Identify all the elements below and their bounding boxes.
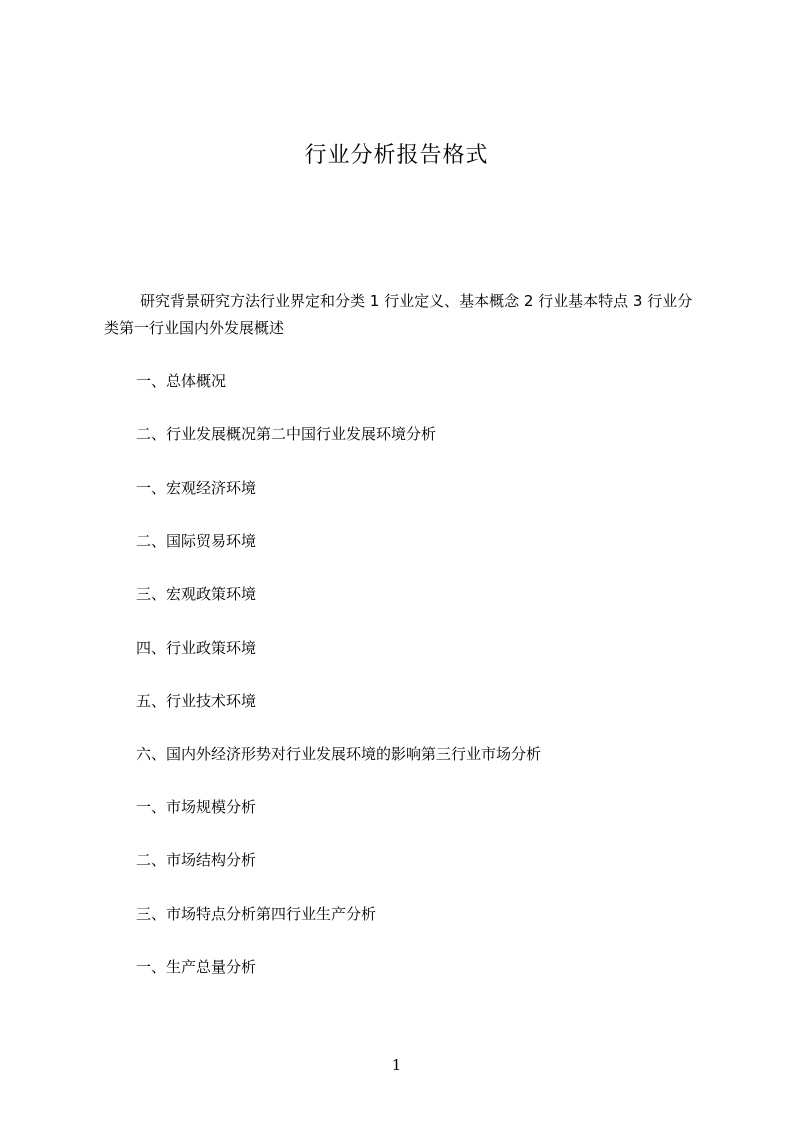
outline-item: 一、总体概况 <box>136 372 227 390</box>
outline-item: 一、生产总量分析 <box>136 958 257 976</box>
outline-item: 五、行业技术环境 <box>136 692 257 710</box>
outline-item: 三、市场特点分析第四行业生产分析 <box>136 905 377 923</box>
outline-item: 一、宏观经济环境 <box>136 479 257 497</box>
page-number: 1 <box>391 1056 402 1074</box>
outline-item: 四、行业政策环境 <box>136 639 257 657</box>
document-title: 行业分析报告格式 <box>304 143 489 168</box>
outline-item: 二、行业发展概况第二中国行业发展环境分析 <box>136 425 437 443</box>
intro-paragraph: 研究背景研究方法行业界定和分类 1 行业定义、基本概念 2 行业基本特点 3 行业分类第一行业国内外发展概述 <box>104 292 693 337</box>
outline-item: 二、市场结构分析 <box>136 851 257 869</box>
outline-item: 一、市场规模分析 <box>136 798 257 816</box>
outline-item: 六、国内外经济形势对行业发展环境的影响第三行业市场分析 <box>136 745 542 763</box>
outline-item: 二、国际贸易环境 <box>136 532 257 550</box>
outline-item: 三、宏观政策环境 <box>136 585 257 603</box>
